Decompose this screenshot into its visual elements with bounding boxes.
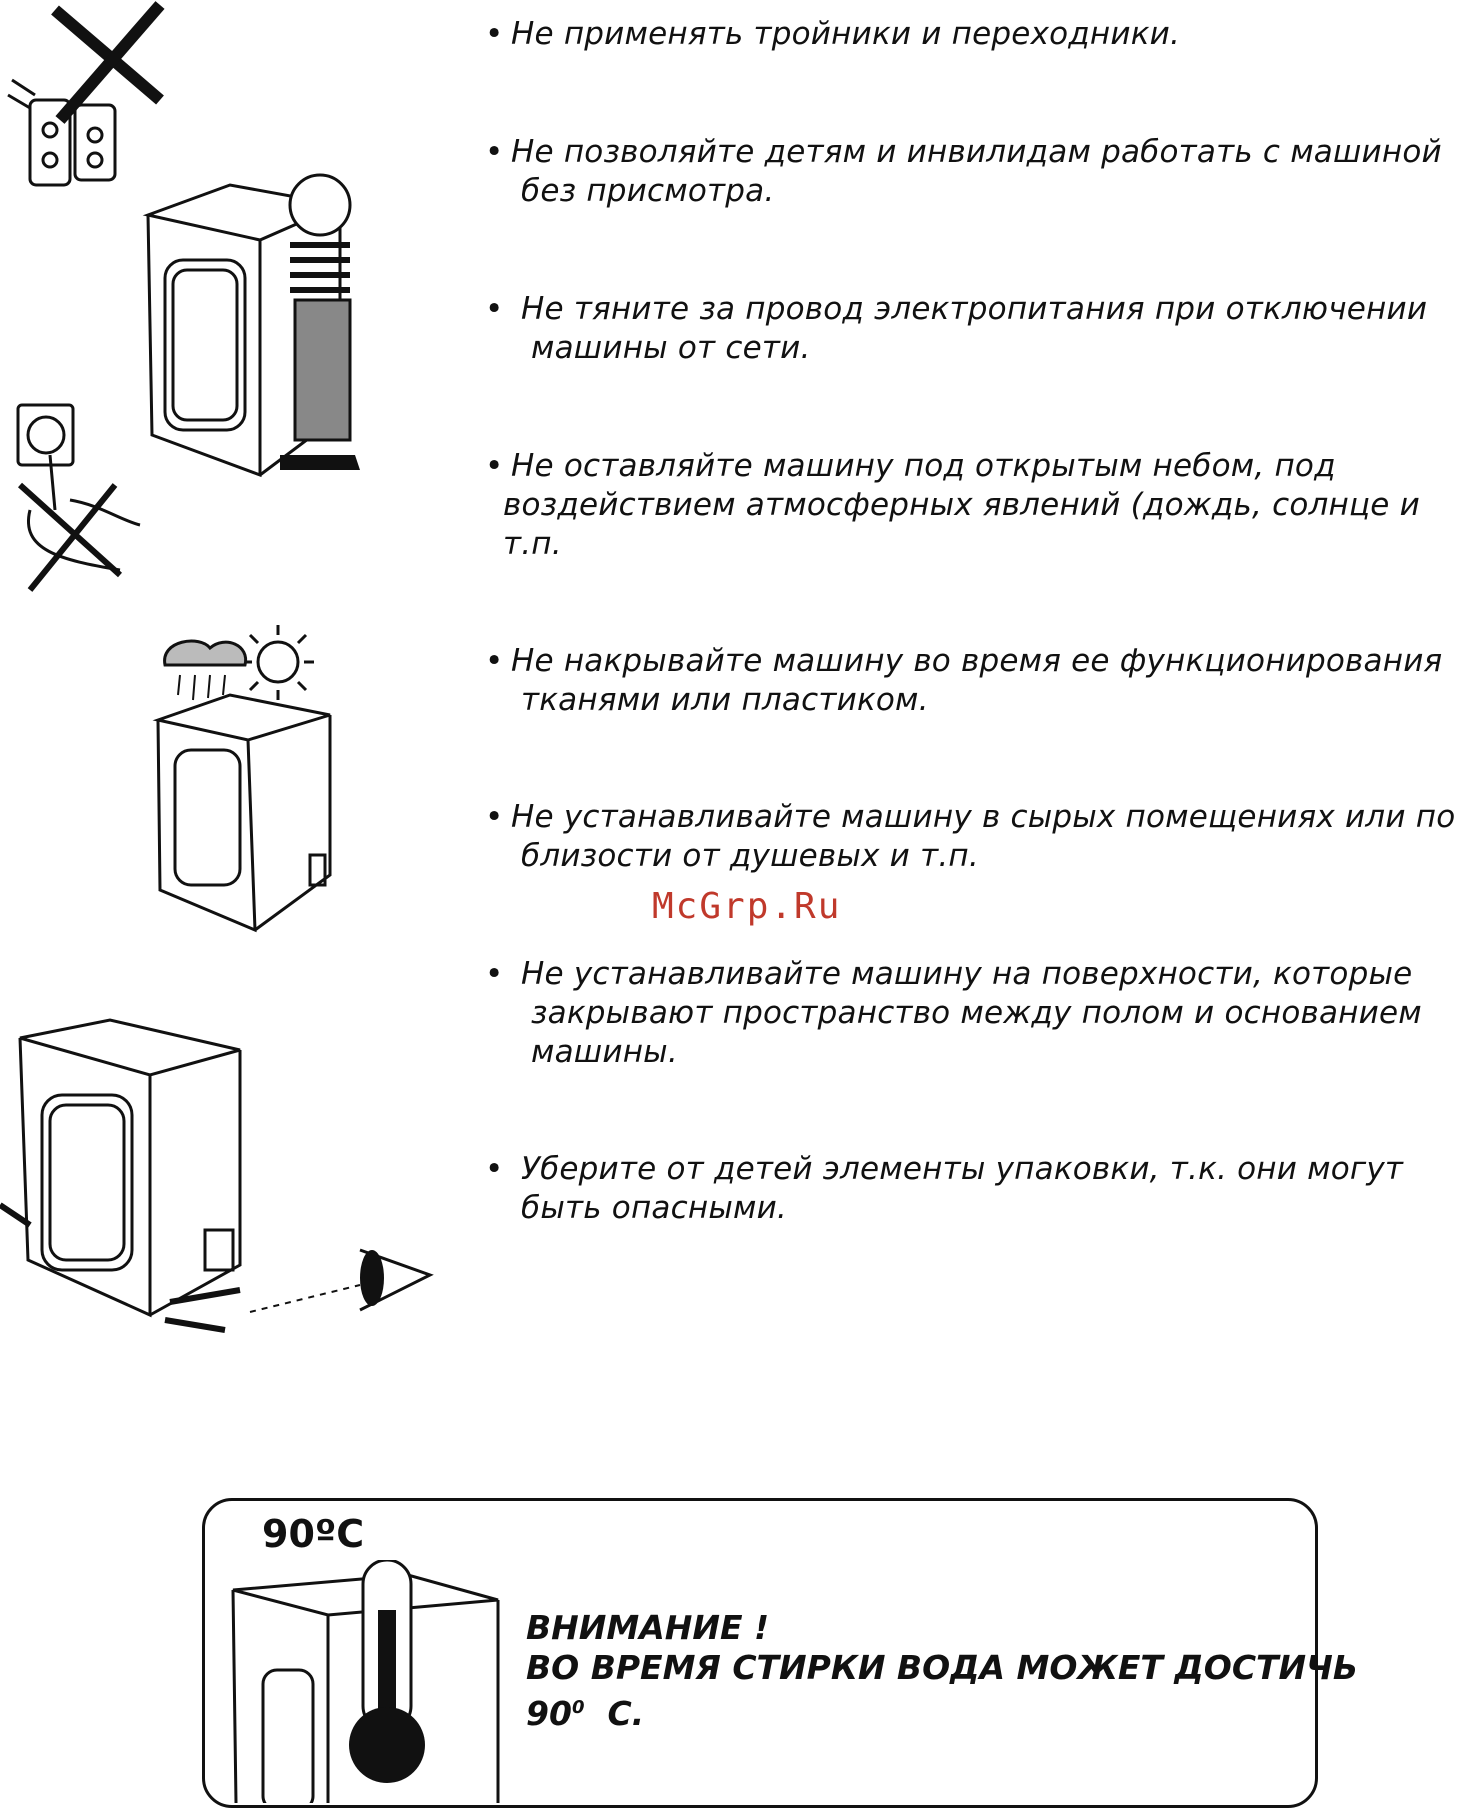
rule-item: • Не оставляйте машину под открытым небом, под воздействием атмосферных явлений (дождь, солнце и т.п.: [485, 448, 1420, 562]
warning-title: ВНИМАНИЕ !: [526, 1608, 770, 1647]
warning-line: ВО ВРЕМЯ СТИРКИ ВОДА МОЖЕТ ДОСТИЧЬ: [526, 1648, 1358, 1687]
thermometer-machine-illustration: [228, 1560, 508, 1803]
bullet: •: [485, 448, 504, 484]
rule-item: • Не применять тройники и переходники.: [485, 16, 1181, 52]
plug-socket-crossed-illustration: [10, 400, 150, 600]
bullet: •: [485, 16, 504, 52]
rule-item: • Не устанавливайте машину в сырых помещениях или по близости от душевых и т.п.: [485, 799, 1456, 874]
temperature-label: 90ºC: [262, 1512, 365, 1556]
rule-item: • Не позволяйте детям и инвилидам работать с машиной без присмотра.: [485, 134, 1442, 209]
washing-machine-child-illustration: [140, 165, 420, 485]
bullet: •: [485, 799, 504, 835]
rule-item: • Не устанавливайте машину на поверхности, которые закрывают пространство между полом и основанием машины.: [485, 956, 1422, 1070]
bullet: •: [485, 1151, 504, 1187]
bullet: •: [485, 291, 504, 327]
rule-item: • Не накрывайте машину во время ее функционирования тканями или пластиком.: [485, 643, 1443, 718]
watermark: McGrp.Ru: [652, 886, 842, 927]
bullet: •: [485, 643, 504, 679]
warning-temperature: $90^0$ С.: [526, 1694, 645, 1733]
machine-weather-illustration: [150, 620, 350, 940]
bullet: •: [485, 134, 504, 170]
bullet: •: [485, 956, 504, 992]
rule-item: • Не тяните за провод электропитания при отключении машины от сети.: [485, 291, 1428, 366]
warning-text: [526, 1608, 1358, 1734]
machine-ventilation-illustration: [0, 1010, 440, 1340]
rule-item: • Уберите от детей элементы упаковки, т.к. они могут быть опасными.: [485, 1151, 1404, 1226]
